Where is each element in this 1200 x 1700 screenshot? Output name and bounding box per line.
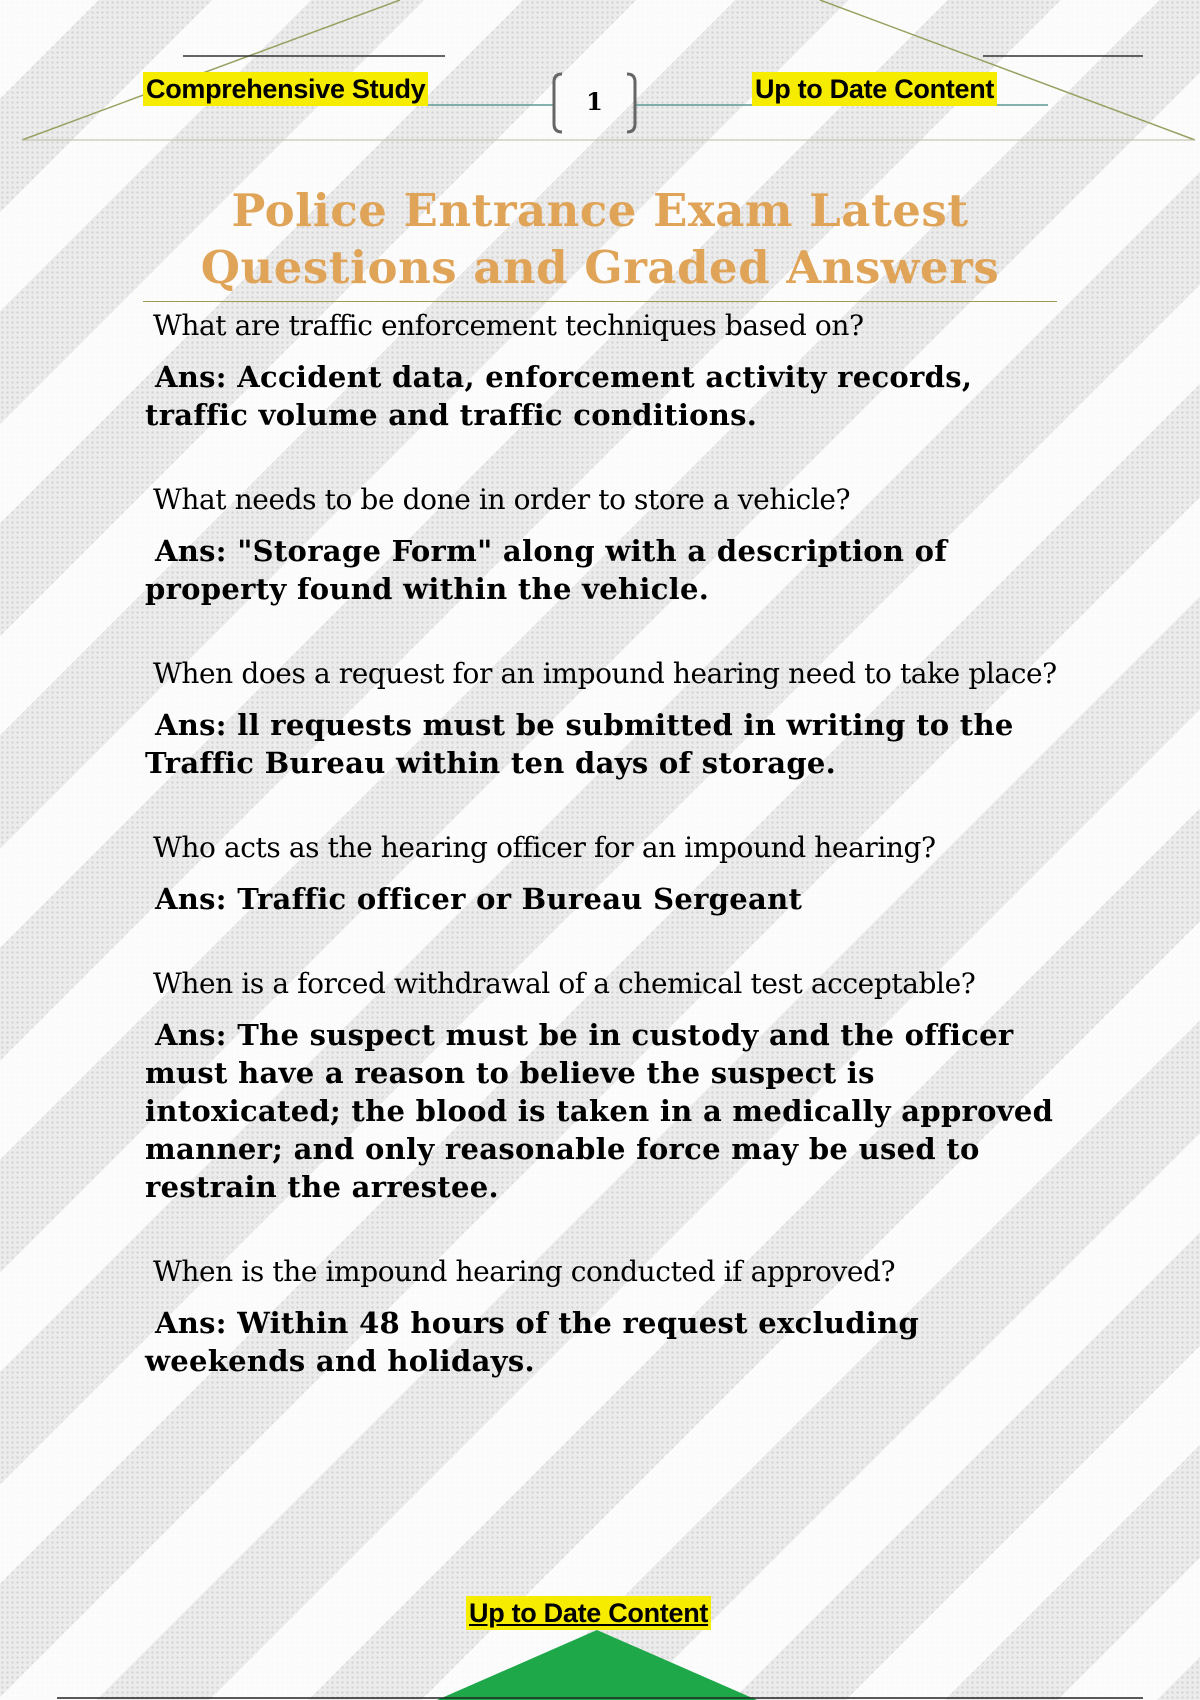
qa-item: [145, 480, 1065, 608]
footer-decoration: [0, 1620, 1200, 1700]
answer-text: Ans: The suspect must be in custody and the officer must have a reason to believe the suspect is intoxicated; the blood is taken in a medically approved manner; and only reasonable force may be used to restrain the arrestee.: [145, 1018, 1054, 1204]
answer-text: Ans: Traffic officer or Bureau Sergeant: [155, 882, 803, 916]
page-number: 1: [586, 87, 603, 116]
header-left-label: Comprehensive Study: [143, 72, 428, 106]
qa-item: [145, 828, 1065, 918]
qa-item: [145, 964, 1065, 1206]
question-text: What needs to be done in order to store a vehicle?: [153, 483, 851, 516]
question-text: Who acts as the hearing officer for an impound hearing?: [153, 831, 936, 864]
header-right-label: Up to Date Content: [752, 72, 997, 106]
footer-label: Up to Date Content: [466, 1596, 711, 1630]
answer-text: Ans: "Storage Form" along with a description of property found within the vehicle.: [145, 534, 948, 606]
answer-text: Ans: ll requests must be submitted in writing to the Traffic Bureau within ten days of storage.: [145, 708, 1014, 780]
qa-item: [145, 1252, 1065, 1380]
document-title: Police Entrance Exam Latest Questions and Graded Answers: [200, 184, 1000, 294]
question-text: What are traffic enforcement techniques based on?: [153, 309, 864, 342]
question-text: When does a request for an impound hearing need to take place?: [153, 657, 1057, 690]
question-text: When is a forced withdrawal of a chemical test acceptable?: [153, 967, 976, 1000]
answer-text: Ans: Within 48 hours of the request excluding weekends and holidays.: [145, 1306, 920, 1378]
answer-text: Ans: Accident data, enforcement activity records, traffic volume and traffic conditions.: [145, 360, 973, 432]
question-text: When is the impound hearing conducted if approved?: [153, 1255, 896, 1288]
qa-list: [145, 306, 1065, 1426]
title-divider: [143, 301, 1057, 302]
qa-item: [145, 306, 1065, 434]
qa-item: [145, 654, 1065, 782]
